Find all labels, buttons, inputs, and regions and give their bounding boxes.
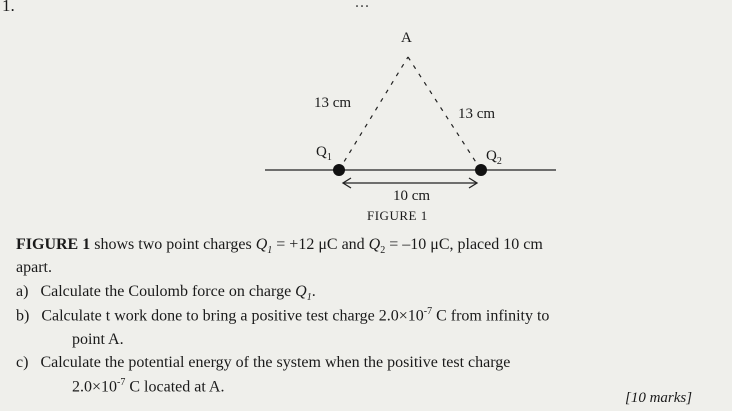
q1-label: $Q_1$ [316, 144, 332, 163]
intro-line-2: apart. [16, 259, 52, 276]
part-b: b) Calculate t work done to bring a positive test charge $2.0\times 10^{-7}$ C from infinity to [16, 306, 550, 325]
left-side-label: 13 cm [314, 95, 352, 111]
ellipsis: ... [355, 0, 370, 11]
figure-caption: FIGURE 1 [367, 208, 428, 223]
charge-q1-dot [333, 164, 345, 176]
base-distance-label: 10 cm [393, 188, 431, 204]
left-side-dashed [339, 57, 408, 170]
part-c: c) Calculate the potential energy of the system when the positive test charge [16, 354, 511, 371]
part-c-line-2: $2.0\times 10^{-7}$ C located at A. [72, 377, 225, 396]
question-number: 1. [2, 0, 15, 15]
part-a: a) Calculate the Coulomb force on charge $Q_1$. [16, 283, 316, 304]
part-b-line-2: point A. [72, 331, 124, 348]
q2-label: $Q_2$ [486, 148, 502, 167]
intro-line-1: FIGURE 1 shows two point charges $Q_1 = +12$ μC and $Q_2 = -10$ μC, placed 10 cm [16, 236, 543, 257]
marks-label: [10 marks] [625, 390, 693, 406]
right-side-label: 13 cm [458, 106, 496, 122]
point-a-label: A [401, 30, 412, 46]
